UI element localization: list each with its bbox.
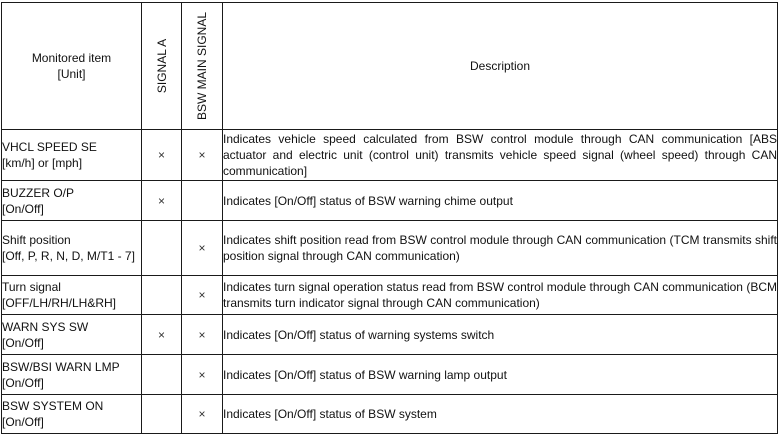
monitored-item-cell [2, 315, 142, 355]
bsw-main-signal-mark [182, 181, 223, 221]
table-row [2, 355, 778, 395]
monitored-item-header [2, 3, 142, 130]
unit-header-label: [Unit] [57, 67, 86, 81]
bsw-main-signal-mark: × [182, 355, 223, 395]
item-name: BSW/BSI WARN LMP [2, 359, 120, 374]
item-description: Indicates [On/Off] status of BSW warning chime output [223, 181, 778, 221]
monitored-item-cell [2, 276, 142, 315]
bsw-main-signal-mark: × [182, 395, 223, 434]
bsw-main-signal-mark: × [182, 276, 223, 315]
item-unit: [Off, P, R, N, D, M/T1 - 7] [2, 249, 135, 263]
item-unit: [km/h] or [mph] [2, 156, 83, 170]
signal-a-mark [142, 355, 182, 395]
item-name: VHCL SPEED SE [2, 140, 97, 154]
table-row [2, 276, 778, 315]
table-row [2, 181, 778, 221]
monitored-item-cell [2, 355, 142, 395]
monitor-item-table [1, 2, 778, 434]
item-unit: [On/Off] [2, 335, 44, 350]
item-description: Indicates [On/Off] status of BSW system [223, 395, 778, 434]
signal-a-mark [142, 395, 182, 434]
signal-a-header [142, 3, 182, 130]
item-name: BSW SYSTEM ON [2, 399, 104, 413]
table-row [2, 130, 778, 181]
item-unit: [On/Off] [2, 375, 44, 390]
monitored-item-cell [2, 130, 142, 181]
signal-a-mark: × [142, 315, 182, 355]
item-unit: [OFF/LH/RH/LH&RH] [2, 296, 117, 310]
bsw-main-signal-header-label: BSW MAIN SIGNAL [195, 11, 209, 121]
item-description: Indicates [On/Off] status of BSW warning lamp output [223, 355, 778, 395]
item-description: Indicates [On/Off] status of warning systems switch [223, 315, 778, 355]
bsw-main-signal-mark: × [182, 130, 223, 181]
table-header-row [2, 3, 778, 130]
signal-a-mark: × [142, 130, 182, 181]
description-header [223, 3, 778, 130]
item-description: Indicates turn signal operation status read from BSW control module through CAN communication (BCM transmits turn indicator signal through CAN communication) [223, 276, 778, 315]
table-row [2, 221, 778, 276]
bsw-main-signal-mark: × [182, 315, 223, 355]
bsw-main-signal-header [182, 3, 223, 130]
table-row [2, 315, 778, 355]
item-name: BUZZER O/P [2, 185, 75, 200]
signal-a-mark [142, 221, 182, 276]
bsw-main-signal-mark: × [182, 221, 223, 276]
item-unit: [On/Off] [2, 415, 44, 429]
item-name: WARN SYS SW [2, 319, 89, 334]
monitored-item-cell [2, 181, 142, 221]
monitored-item-cell [2, 395, 142, 434]
signal-a-mark: × [142, 181, 182, 221]
table-row [2, 395, 778, 434]
item-name: Turn signal [2, 280, 61, 294]
signal-a-mark [142, 276, 182, 315]
signal-a-header-label: SIGNAL A [154, 38, 169, 94]
item-unit: [On/Off] [2, 201, 44, 216]
item-name: Shift position [2, 233, 71, 247]
monitored-item-cell [2, 221, 142, 276]
description-header-label: Description [469, 59, 531, 73]
item-description: Indicates vehicle speed calculated from BSW control module through CAN communication [ABS actuator and electric unit (control unit) transmits vehicle speed signal (wheel speed) through CAN communication] [223, 130, 778, 181]
item-description: Indicates shift position read from BSW control module through CAN communication (TCM transmits shift position signal through CAN communication) [223, 221, 778, 276]
monitored-item-header-label: Monitored item [31, 51, 112, 65]
